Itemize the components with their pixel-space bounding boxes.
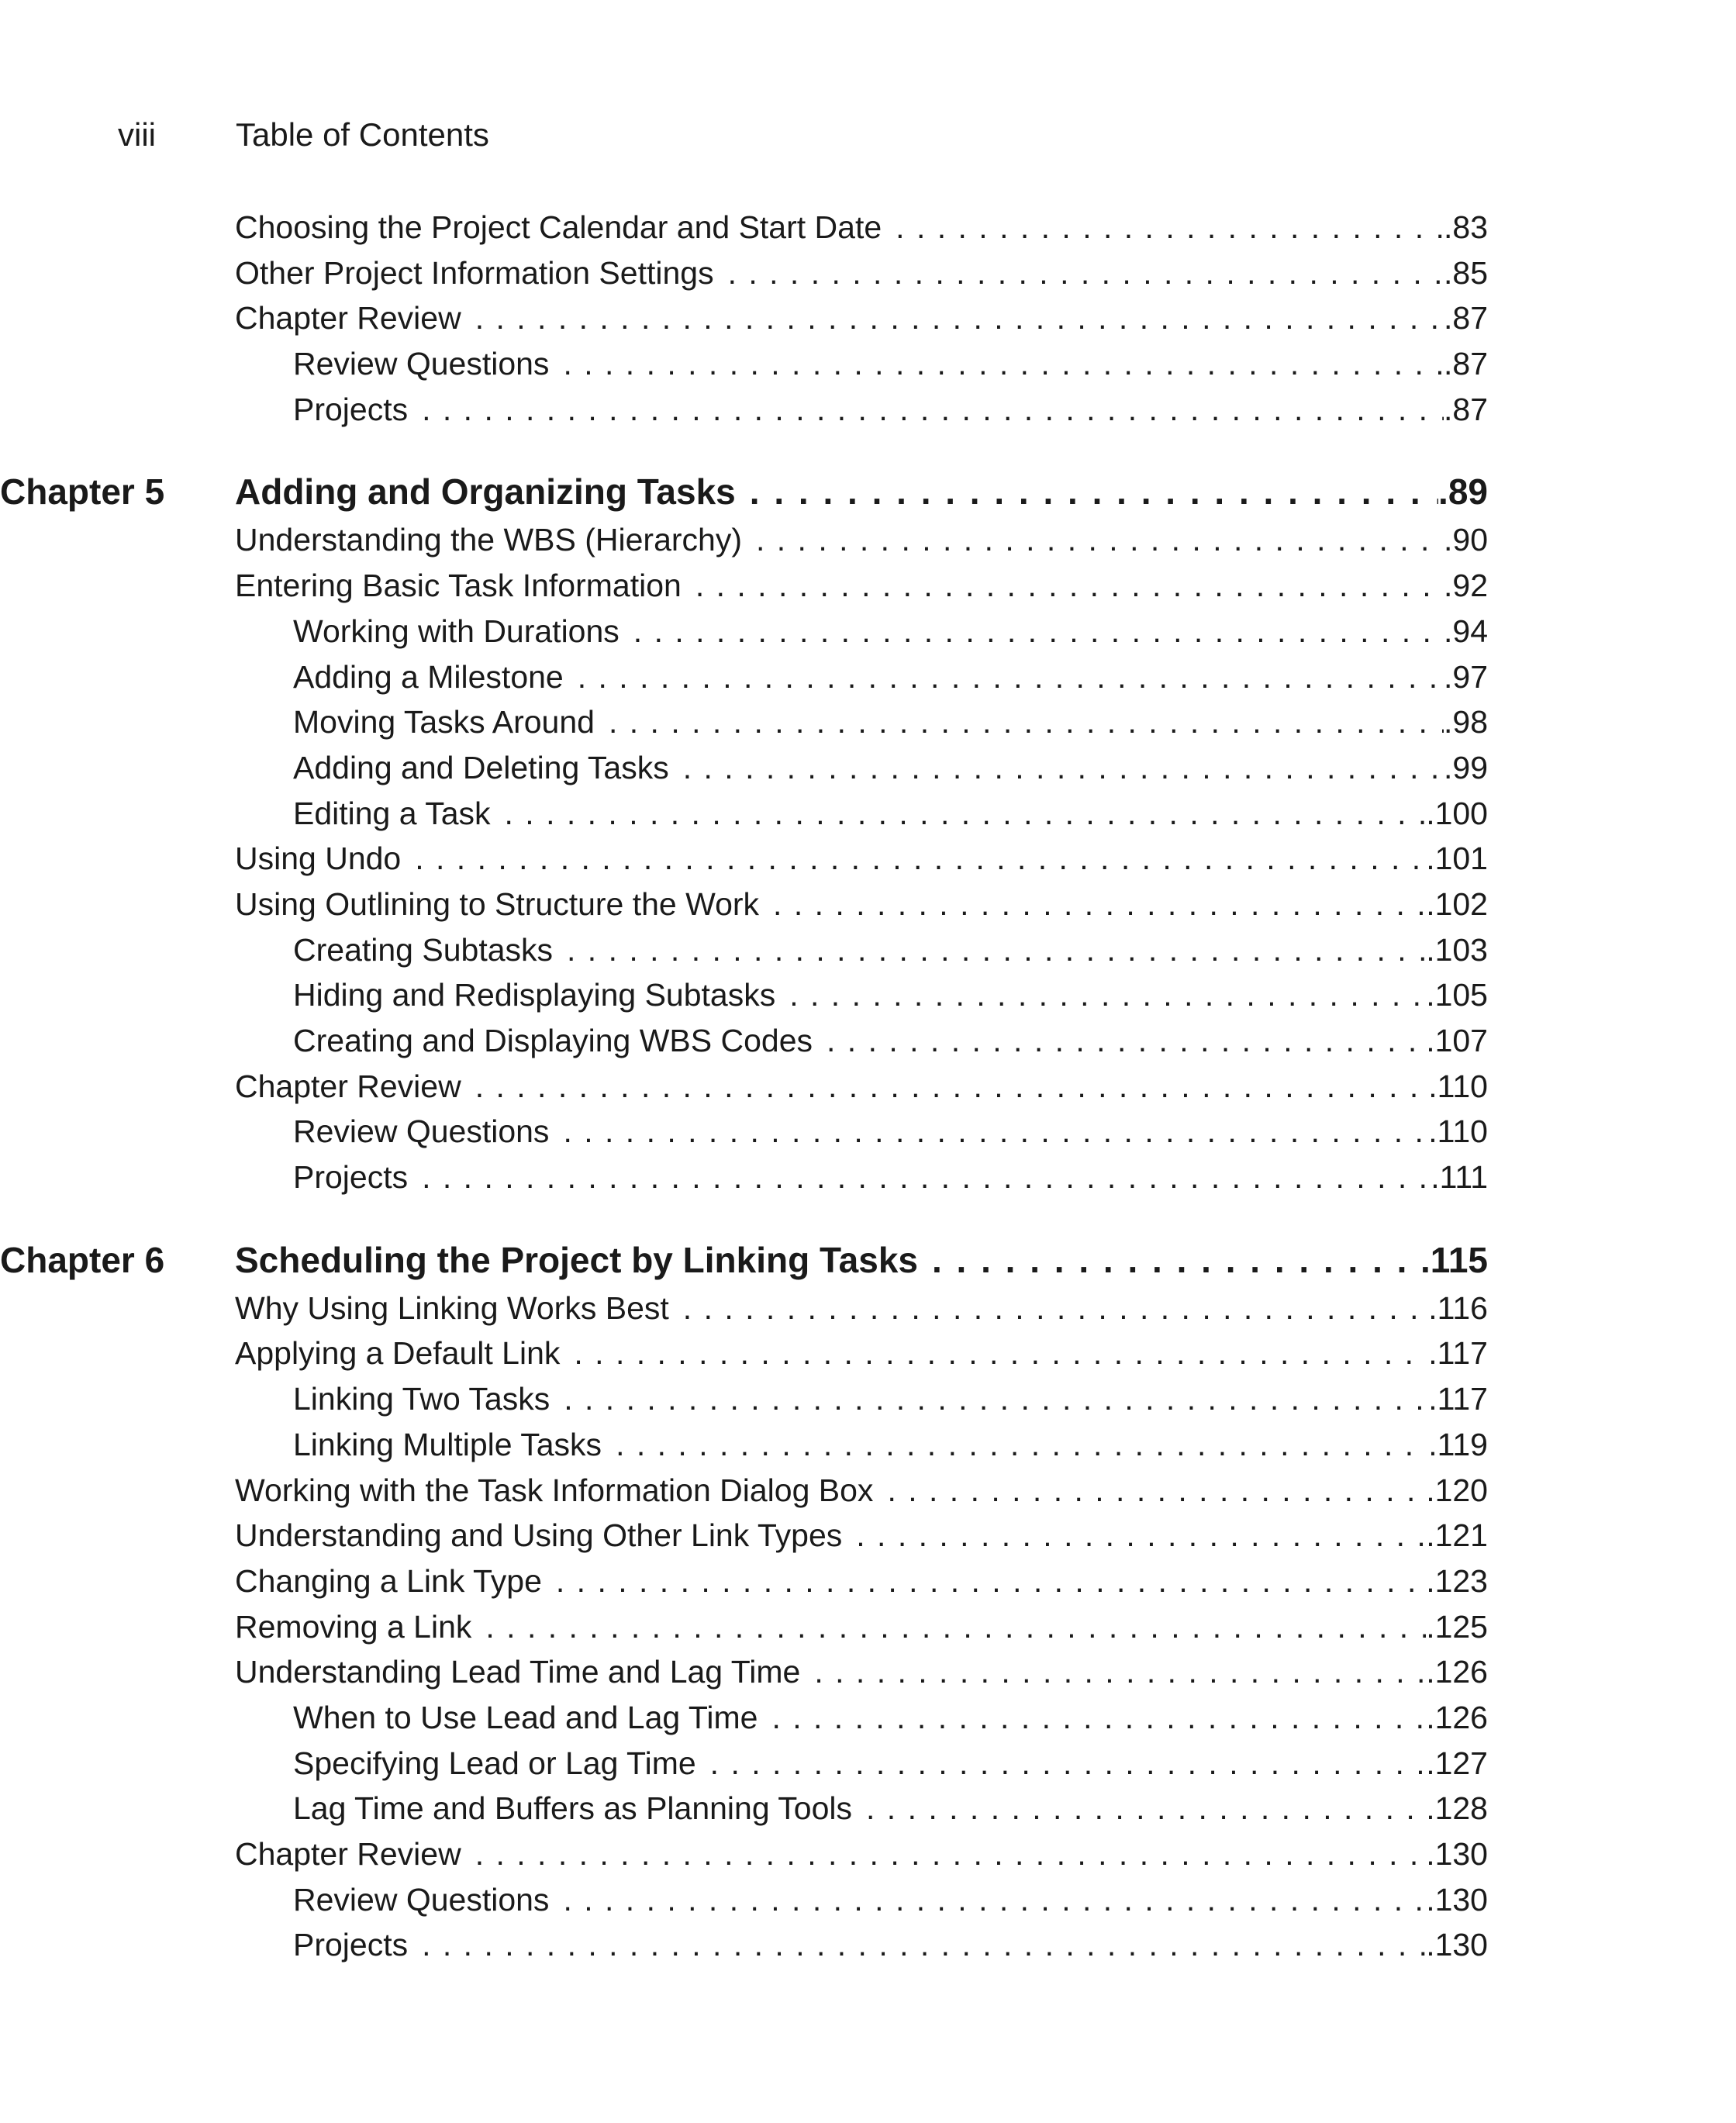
toc-entry-title: Understanding Lead Time and Lag Time [235,1654,801,1690]
toc-entry-title: Chapter Review [235,300,461,337]
toc-entry-title: Chapter Review [235,1068,461,1104]
toc-entry-page: .98 [1444,704,1488,740]
toc-entry-page: .117 [1428,1335,1488,1372]
dot-leader [633,613,1444,650]
page-header [118,116,489,154]
toc-entry-page: .94 [1444,613,1488,649]
toc-entry-title: Review Questions [293,1881,550,1918]
toc-entry-page: .126 [1426,1699,1488,1735]
toc-entry-page: .130 [1426,1836,1488,1872]
toc-entry-page: .110 [1428,1068,1488,1104]
toc-entry-title: Review Questions [293,1113,550,1150]
toc-entry-page: .87 [1444,346,1488,382]
toc-entry-page: .92 [1444,568,1488,604]
toc-entry[interactable] [235,1472,1488,1518]
toc-entry-page: .119 [1428,1426,1488,1462]
toc-entry-title: Editing a Task [293,795,491,831]
running-title: Table of Contents [236,116,489,153]
toc-entry[interactable] [235,1563,1488,1609]
toc-entry-page: .116 [1428,1289,1488,1326]
toc-entry-title: Creating and Displaying WBS Codes [293,1023,813,1058]
toc-entry[interactable] [235,841,1488,886]
toc-entry[interactable] [235,796,1488,841]
toc-entry[interactable] [235,1927,1488,1973]
toc-entry[interactable] [235,1381,1488,1427]
dot-leader [563,346,1444,382]
toc-section-continued [235,209,1488,437]
dot-leader [574,1335,1428,1372]
toc-entry-title: Chapter Review [235,1836,461,1872]
toc-entry-page: .110 [1428,1113,1488,1150]
toc-entry[interactable] [235,1836,1488,1882]
dot-leader [887,1472,1426,1509]
toc-entry-title: Hiding and Redisplaying Subtasks [293,977,776,1013]
dot-leader [475,1068,1429,1105]
dot-leader [683,1290,1428,1327]
toc-entry-title: Adding and Deleting Tasks [293,749,669,785]
toc-entry-title: Moving Tasks Around [293,704,595,740]
toc-entry-title: Projects [293,391,409,427]
toc-entry[interactable] [235,392,1488,437]
table-of-contents [0,209,1488,1973]
toc-entry-title: Changing a Link Type [235,1562,542,1599]
dot-leader [866,1790,1426,1827]
toc-entry[interactable] [235,1335,1488,1381]
toc-entry[interactable] [235,1700,1488,1745]
toc-entry[interactable] [235,1517,1488,1563]
dot-leader [415,841,1426,877]
toc-entry-page: .130 [1426,1927,1488,1963]
toc-entry-title: Linking Two Tasks [293,1381,550,1417]
dot-leader [827,1023,1426,1059]
toc-entry[interactable] [235,300,1488,346]
toc-entry-title: Entering Basic Task Information [235,568,682,604]
chapter-title: Adding and Organizing Tasks [235,471,736,513]
dot-leader [475,1836,1427,1873]
dot-leader [773,886,1426,923]
toc-entry-page: .120 [1426,1472,1488,1508]
toc-entry-page: .105 [1426,977,1488,1013]
toc-entry[interactable] [235,1790,1488,1836]
dot-leader [422,1159,1431,1196]
toc-entry-page: .87 [1444,391,1488,427]
toc-entry[interactable] [235,1068,1488,1114]
toc-entry-page: .101 [1426,841,1488,877]
chapter-heading[interactable] [0,1239,1488,1290]
toc-entry-title: Specifying Lead or Lag Time [293,1745,696,1781]
dot-leader [856,1517,1426,1554]
toc-entry-page: .97 [1444,658,1488,695]
toc-chapter-6 [0,1239,1488,1973]
toc-entry-page: .90 [1444,522,1488,558]
chapter-title: Scheduling the Project by Linking Tasks [235,1239,918,1280]
dot-leader [728,255,1444,292]
toc-entry-page: .126 [1426,1654,1488,1690]
toc-entry-page: .87 [1444,300,1488,337]
toc-entry-page: .123 [1426,1562,1488,1599]
page-folio: viii [118,116,156,153]
toc-entry[interactable] [235,1609,1488,1655]
dot-leader [556,1563,1426,1600]
dot-leader [814,1654,1426,1690]
toc-entry[interactable] [235,1882,1488,1928]
toc-entry[interactable] [235,568,1488,613]
toc-entry[interactable] [235,1427,1488,1472]
dot-leader [710,1745,1427,1782]
dot-leader [695,568,1444,604]
toc-entry-page: .128 [1426,1790,1488,1827]
toc-entry[interactable] [235,1023,1488,1068]
dot-leader [563,1113,1428,1150]
dot-leader [505,796,1427,832]
toc-entry-page: .83 [1444,209,1488,245]
toc-entry[interactable] [235,886,1488,932]
toc-entry[interactable] [235,613,1488,659]
toc-entry-title: Working with the Task Information Dialog Box [235,1472,874,1508]
dot-leader [771,1700,1426,1736]
dot-leader [564,1381,1428,1417]
toc-entry-title: Using Undo [235,841,402,877]
toc-entry[interactable] [235,750,1488,796]
toc-entry-title: Review Questions [293,346,550,382]
toc-entry-page: .121 [1426,1517,1488,1554]
dot-leader [485,1609,1426,1645]
toc-entry[interactable] [235,1654,1488,1700]
dot-leader [683,750,1444,786]
toc-entry[interactable] [235,1113,1488,1159]
dot-leader [750,471,1438,513]
toc-entry-page: .102 [1426,885,1488,922]
toc-entry[interactable] [235,346,1488,392]
toc-entry-title: Applying a Default Link [235,1335,561,1372]
toc-entry-page: .130 [1426,1881,1488,1918]
dot-leader [789,977,1426,1013]
toc-entry-title: Understanding the WBS (Hierarchy) [235,522,742,558]
toc-entry-title: Removing a Link [235,1608,472,1645]
dot-leader [896,209,1444,246]
toc-entry-title: Other Project Information Settings [235,254,714,291]
toc-entry-title: Choosing the Project Calendar and Start Date [235,209,882,245]
toc-entry[interactable] [235,977,1488,1023]
dot-leader [567,932,1426,968]
toc-entry-title: Projects [293,1159,409,1196]
chapter-page: .89 [1438,471,1488,513]
toc-entry[interactable] [235,1290,1488,1336]
toc-entry[interactable] [235,704,1488,750]
toc-entry-page: .127 [1426,1745,1488,1781]
toc-entry-page: .99 [1444,749,1488,785]
dot-leader [563,1882,1426,1918]
toc-entry[interactable] [235,255,1488,301]
chapter-label: Chapter 5 [0,471,165,513]
toc-entry[interactable] [235,659,1488,705]
dot-leader [616,1427,1428,1463]
toc-entry-page: .107 [1426,1023,1488,1058]
chapter-heading[interactable] [0,471,1488,522]
toc-entry-page: .100 [1426,795,1488,831]
dot-leader [422,1927,1426,1963]
toc-entry[interactable] [235,1159,1488,1205]
dot-leader [609,704,1444,740]
toc-entry-title: When to Use Lead and Lag Time [293,1699,758,1735]
toc-entry[interactable] [235,1745,1488,1791]
toc-entry-title: Working with Durations [293,613,620,649]
toc-entry-title: Why Using Linking Works Best [235,1289,669,1326]
chapter-label: Chapter 6 [0,1239,165,1280]
dot-leader [475,300,1444,337]
toc-entry[interactable] [235,209,1488,255]
toc-entry-page: .125 [1426,1608,1488,1645]
toc-entry-title: Using Outlining to Structure the Work [235,885,760,922]
toc-entry-page: .111 [1431,1159,1488,1196]
toc-entry-page: .103 [1426,931,1488,968]
toc-entry-title: Linking Multiple Tasks [293,1426,602,1462]
toc-entry-title: Adding a Milestone [293,658,564,695]
toc-entry-title: Lag Time and Buffers as Planning Tools [293,1790,853,1827]
toc-entry-page: .117 [1428,1381,1488,1417]
dot-leader [756,522,1444,558]
toc-entry-page: .85 [1444,254,1488,291]
toc-entry-title: Projects [293,1927,409,1963]
chapter-page: .115 [1420,1239,1488,1280]
toc-entry[interactable] [235,932,1488,978]
toc-entry-title: Creating Subtasks [293,931,554,968]
dot-leader [578,659,1444,696]
dot-leader [422,392,1444,428]
dot-leader [932,1239,1420,1281]
toc-chapter-5 [0,471,1488,1204]
toc-entry-title: Understanding and Using Other Link Types [235,1517,843,1554]
toc-entry[interactable] [235,522,1488,568]
